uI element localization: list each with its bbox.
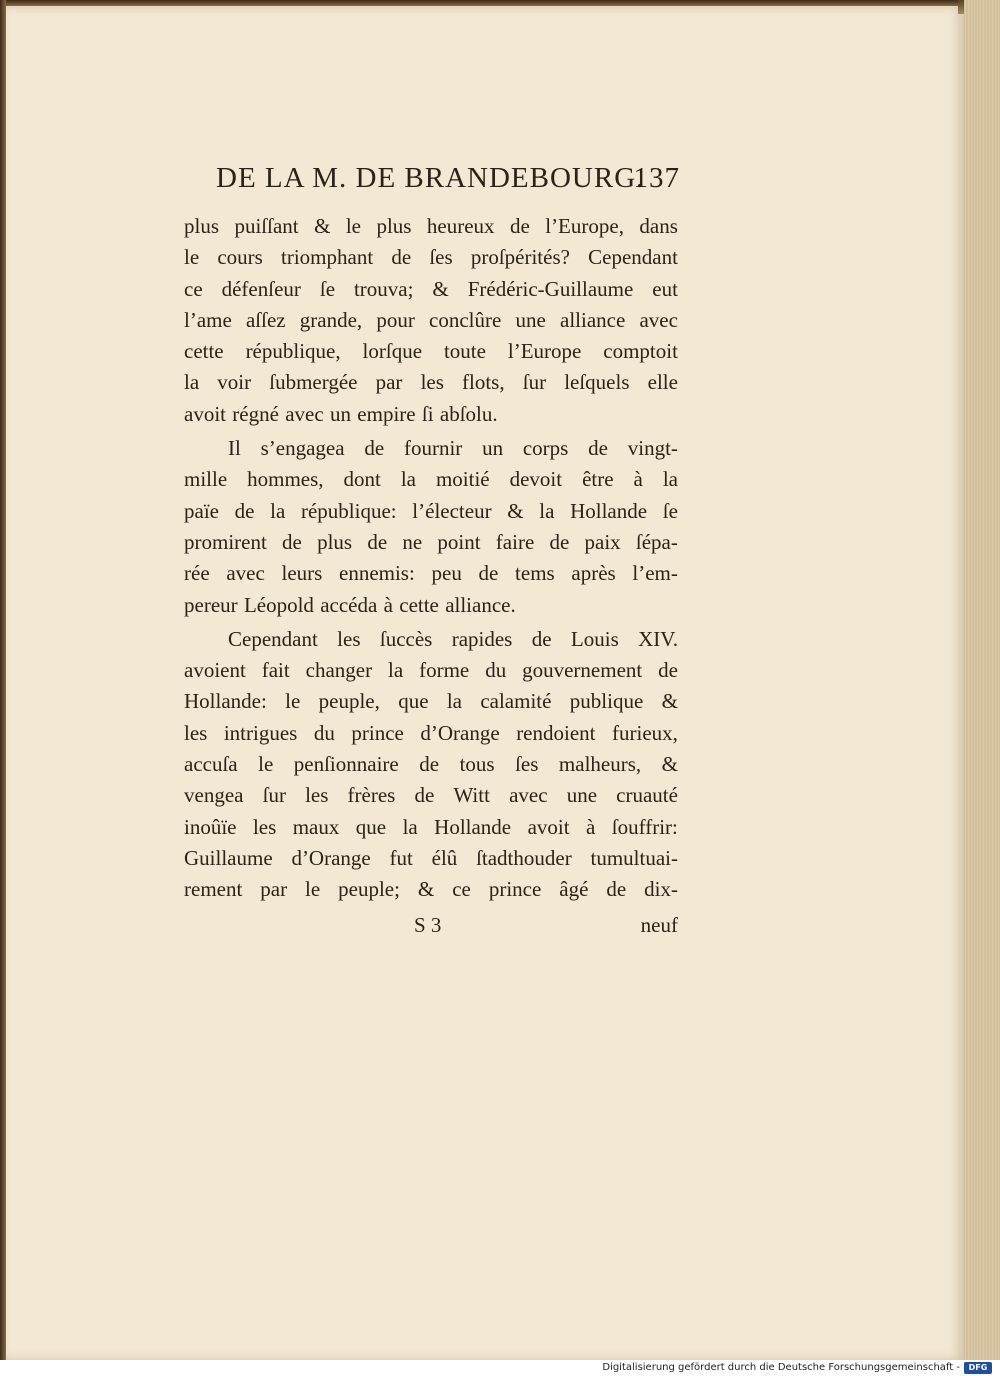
word: régné	[232, 401, 279, 426]
word: ſes	[515, 752, 539, 777]
word: après	[571, 561, 616, 586]
word: promirent	[184, 529, 267, 554]
word: peuple;	[338, 877, 400, 902]
word: plus	[184, 214, 220, 238]
word: conclûre	[429, 307, 502, 332]
word: à	[633, 467, 643, 492]
word: dans	[639, 214, 678, 238]
word: s’engagea	[260, 436, 345, 461]
word: trouva;	[353, 276, 414, 301]
word: Il	[228, 436, 241, 461]
word: Hollande	[434, 814, 512, 839]
signature-mark: S 3	[414, 913, 442, 937]
word: heureux	[426, 214, 495, 238]
word: les	[420, 370, 444, 395]
text-line	[184, 367, 678, 398]
text-line	[184, 874, 678, 905]
word: l’ame	[184, 307, 232, 332]
text-line	[184, 527, 678, 558]
word: calamité	[480, 689, 552, 714]
word: plus	[376, 214, 412, 238]
word: Cependant	[228, 626, 318, 651]
word: la	[184, 370, 200, 395]
word: voir	[217, 370, 252, 395]
word: de	[658, 658, 678, 683]
word: lorſque	[362, 339, 423, 364]
word: à	[383, 592, 393, 617]
word: de	[364, 436, 385, 461]
word: la	[400, 467, 416, 492]
word: ſuccès	[379, 626, 433, 651]
text-line	[184, 686, 678, 717]
word: république,	[245, 339, 341, 364]
word: frères	[347, 783, 396, 808]
word: Hollande	[570, 498, 648, 523]
word: proſpérités?	[470, 245, 570, 270]
word: par	[260, 877, 288, 902]
paragraph	[184, 624, 678, 906]
word: ne	[402, 529, 423, 554]
word: de	[282, 529, 302, 554]
word: publique	[569, 689, 644, 714]
word: peuple,	[318, 689, 380, 714]
word: de	[414, 783, 435, 808]
word: dont	[343, 467, 381, 492]
word: comptoit	[603, 339, 678, 364]
word: prince	[351, 720, 404, 745]
word: la	[388, 658, 404, 683]
footer	[0, 1360, 1000, 1376]
word: accuſa	[184, 752, 238, 777]
word: le	[345, 214, 361, 238]
word: hommes,	[247, 467, 324, 492]
word: avec	[226, 561, 265, 586]
word: Louis	[570, 626, 619, 651]
word: cette	[184, 339, 224, 364]
page-number: 137	[633, 162, 680, 194]
signature-line	[184, 908, 678, 942]
word: tous	[459, 752, 495, 777]
word: eut	[652, 276, 678, 301]
word: le	[184, 245, 200, 270]
word: rée	[184, 561, 210, 586]
word: ſubmergée	[269, 370, 358, 395]
word: ſépa-	[635, 529, 678, 554]
text-line	[184, 558, 678, 589]
word: avoit	[184, 401, 226, 426]
word: Cependant	[588, 245, 678, 270]
word: Witt	[453, 783, 490, 808]
word: forme	[419, 658, 470, 683]
word: l’Europe	[507, 339, 582, 364]
word: toute	[443, 339, 486, 364]
word: &	[432, 276, 449, 301]
word: intrigues	[223, 720, 298, 745]
word: l’Europe,	[545, 214, 624, 238]
word: de	[391, 245, 412, 270]
word: ſur	[262, 783, 286, 808]
body-text	[184, 211, 678, 906]
word: de	[606, 877, 627, 902]
word: moitié	[435, 467, 490, 492]
word: les	[184, 720, 208, 745]
word: à	[586, 814, 596, 839]
word: élû	[431, 845, 458, 870]
digitization-note: Digitalisierung gefördert durch die Deutsche Forschungsgemeinschaft -	[602, 1362, 960, 1373]
word: la	[446, 689, 462, 714]
word: furieux,	[612, 720, 678, 745]
word: plus	[317, 529, 353, 554]
word: ſes	[429, 245, 453, 270]
word: de	[478, 561, 499, 586]
word: les	[252, 814, 277, 839]
word: &	[507, 498, 524, 523]
word: XIV.	[638, 626, 678, 651]
text-line	[184, 305, 678, 336]
word: changer	[305, 658, 373, 683]
word: de	[367, 529, 388, 554]
word: prince	[488, 877, 542, 902]
word: maux	[292, 814, 340, 839]
text-line	[184, 211, 678, 242]
word: &	[661, 689, 678, 714]
dfg-logo: DFG	[964, 1362, 992, 1374]
word: une	[566, 783, 598, 808]
word: alliance	[560, 307, 626, 332]
paragraph	[184, 433, 678, 621]
word: avec	[509, 783, 548, 808]
word: avec	[639, 307, 678, 332]
word: la	[402, 814, 418, 839]
word: l’em-	[632, 561, 678, 586]
word: ce	[452, 877, 471, 902]
word: corps	[522, 436, 569, 461]
running-head-title: DE LA M. DE BRANDEBOURG.	[216, 162, 645, 194]
word: Léopold	[243, 592, 314, 617]
word: vingt-	[627, 436, 678, 461]
word: le	[285, 689, 301, 714]
word: accéda	[320, 592, 378, 617]
word: point	[437, 529, 481, 554]
text-line	[184, 336, 678, 367]
word: &	[417, 877, 435, 902]
word: par	[375, 370, 403, 395]
word: âgé	[559, 877, 589, 902]
word: le	[305, 877, 321, 902]
word: l’électeur	[412, 498, 492, 523]
word: ennemis:	[339, 561, 415, 586]
word: triomphant	[281, 245, 374, 270]
word: devoit	[509, 467, 563, 492]
word: le	[258, 752, 274, 777]
word: les	[337, 626, 361, 651]
word: tems	[515, 561, 555, 586]
word: &	[661, 752, 678, 777]
word: leſquels	[564, 370, 630, 395]
word: fournir	[403, 436, 463, 461]
word: pereur	[184, 592, 238, 617]
word: flots,	[462, 370, 505, 395]
text-line	[184, 624, 678, 655]
word: de	[234, 498, 255, 523]
text-line	[184, 655, 678, 686]
word: cours	[217, 245, 263, 270]
page-stack-edge	[964, 0, 1000, 1360]
word: être	[582, 467, 614, 492]
word: vengea	[184, 783, 244, 808]
word: ſouffrir:	[611, 814, 678, 839]
text-line	[184, 780, 678, 811]
word: défenſeur	[221, 276, 301, 301]
word: que	[398, 689, 429, 714]
text-line	[184, 718, 678, 749]
word: elle	[647, 370, 678, 395]
word: peu	[431, 561, 462, 586]
text-line	[184, 812, 678, 843]
word: fut	[389, 845, 413, 870]
word: Hollande:	[184, 689, 267, 714]
word: du	[485, 658, 507, 683]
word: malheurs,	[558, 752, 642, 777]
word: ce	[184, 276, 203, 301]
text-line	[184, 433, 678, 464]
word: &	[314, 214, 331, 238]
word: pour	[376, 307, 415, 332]
word: alliance.	[445, 592, 516, 617]
word: avec	[285, 401, 324, 426]
word: fait	[261, 658, 290, 683]
word: gouvernement	[522, 658, 643, 683]
text-line	[184, 242, 678, 273]
catchword: neuf	[640, 913, 678, 937]
word: ſur	[522, 370, 547, 395]
word: Frédéric-Guillaume	[467, 276, 634, 301]
word: de	[509, 214, 530, 238]
word: païe	[184, 498, 219, 523]
word: leurs	[281, 561, 323, 586]
word: rapides	[451, 626, 513, 651]
word: ſe	[662, 498, 678, 523]
word: grande,	[299, 307, 363, 332]
word: de	[549, 529, 570, 554]
word: empire	[357, 401, 416, 426]
word: un	[482, 436, 504, 461]
word: inoûïe	[184, 814, 237, 839]
word: un	[330, 401, 351, 426]
text-line	[184, 749, 678, 780]
word: la	[270, 498, 286, 523]
paragraph	[184, 211, 678, 430]
word: paix	[584, 529, 621, 554]
word: de	[531, 626, 552, 651]
text-line	[184, 399, 678, 430]
word: que	[355, 814, 387, 839]
word: avoient	[184, 658, 246, 683]
word: république:	[300, 498, 397, 523]
running-head	[216, 158, 680, 198]
text-line	[184, 590, 678, 621]
word: cette	[399, 592, 439, 617]
word: penſionnaire	[293, 752, 399, 777]
word: cruauté	[616, 783, 678, 808]
word: tumultuai-	[590, 845, 678, 870]
word: du	[313, 720, 335, 745]
word: aſſez	[245, 307, 286, 332]
text-line	[184, 464, 678, 495]
word: d’Orange	[420, 720, 500, 745]
word: la	[662, 467, 678, 492]
text-line	[184, 496, 678, 527]
text-line	[184, 274, 678, 305]
word: de	[419, 752, 440, 777]
word: dix-	[644, 877, 678, 902]
word: les	[305, 783, 329, 808]
word: rement	[184, 877, 243, 902]
word: mille	[184, 467, 228, 492]
word: de	[588, 436, 608, 461]
word: Guillaume	[184, 845, 273, 870]
text-line	[184, 843, 678, 874]
word: ſe	[319, 276, 336, 301]
word: rendoient	[516, 720, 596, 745]
word: d’Orange	[291, 845, 371, 870]
word: ſi	[421, 401, 434, 426]
word: avoit	[527, 814, 570, 839]
word: faire	[495, 529, 535, 554]
word: ſtadthouder	[476, 845, 572, 870]
word: une	[515, 307, 546, 332]
word: la	[539, 498, 555, 523]
word: puiſſant	[234, 214, 299, 238]
word: abſolu.	[439, 401, 498, 426]
